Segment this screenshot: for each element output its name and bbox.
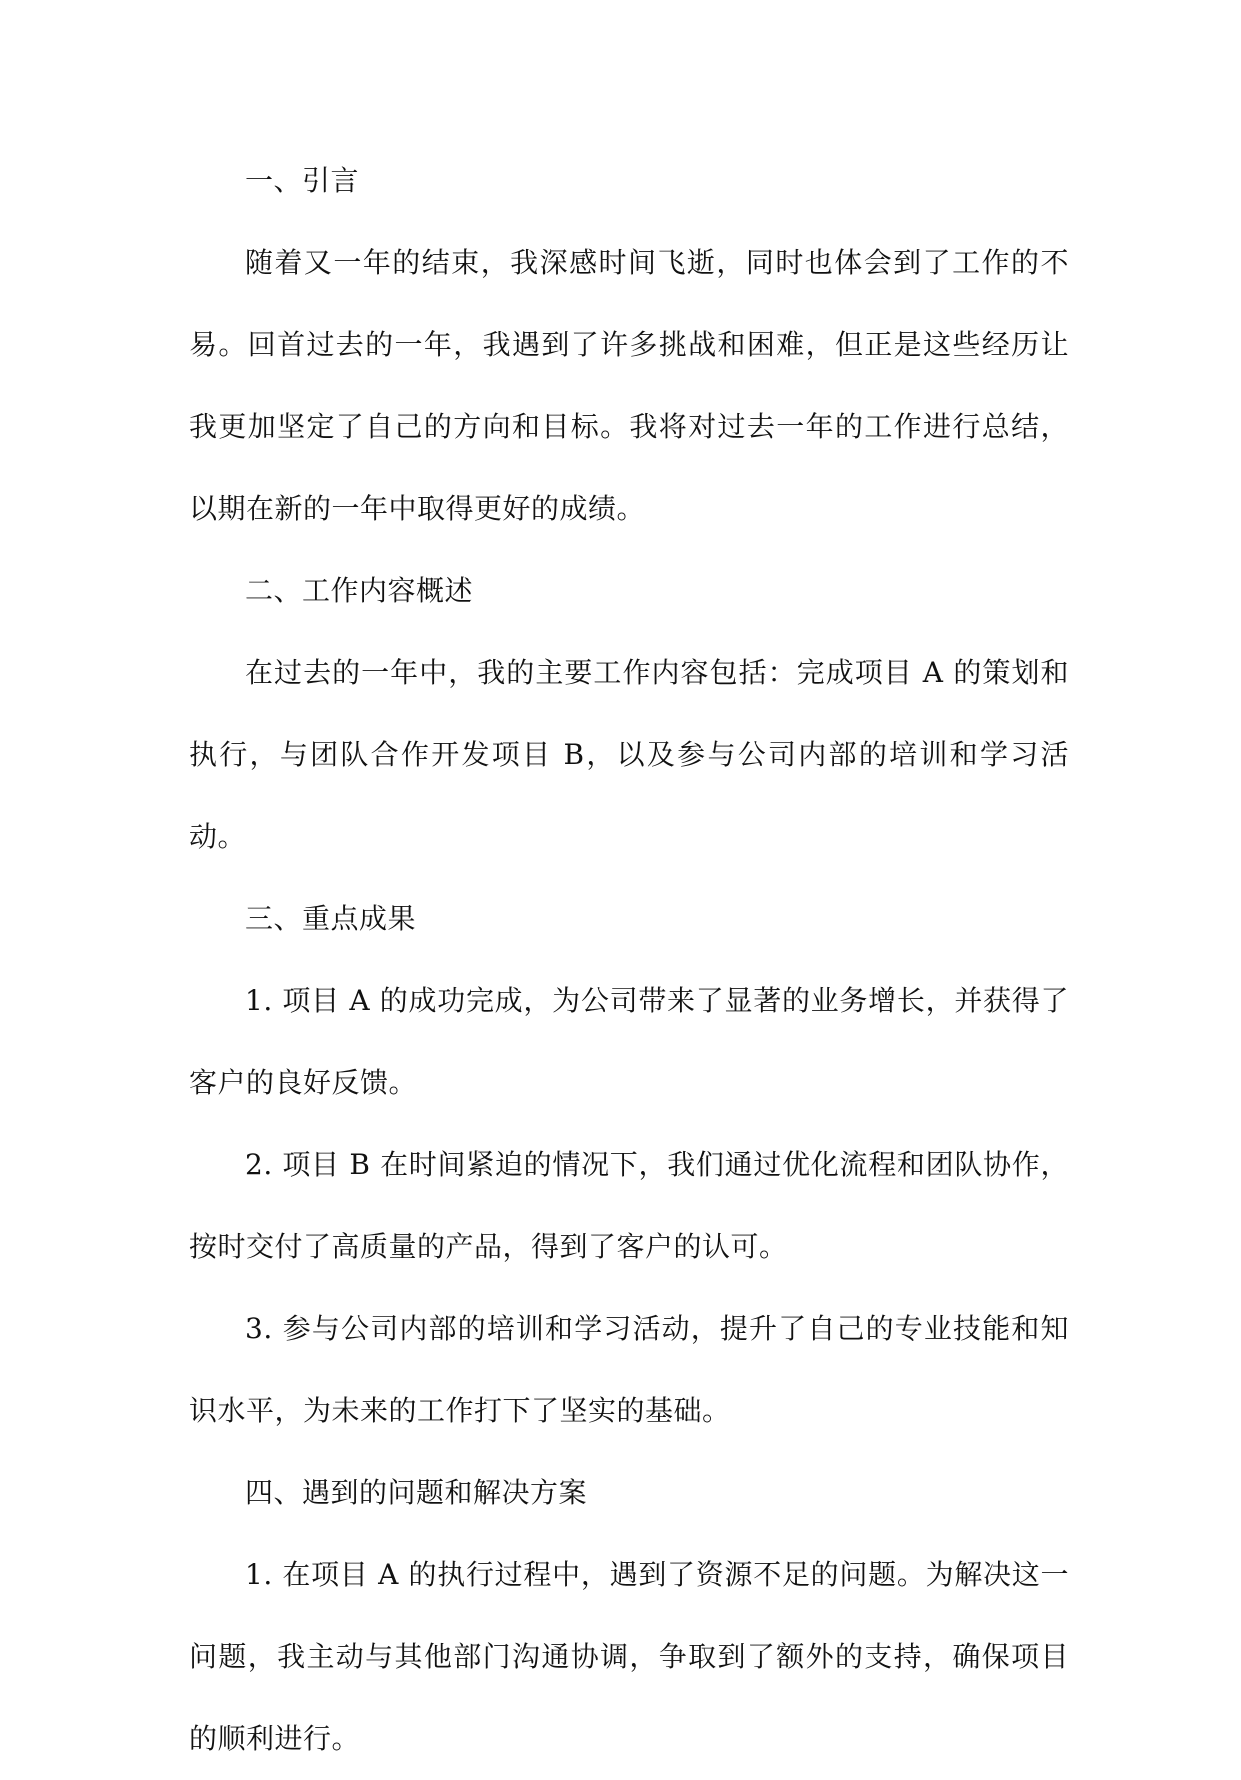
list-item-result-2: 2. 项目 B 在时间紧迫的情况下，我们通过优化流程和团队协作，按时交付了高质量的产品，得到了客户的认可。 [189,1148,1069,1263]
list-item-problem-1: 1. 在项目 A 的执行过程中，遇到了资源不足的问题。为解决这一问题，我主动与其他部门沟通协调，争取到了额外的支持，确保项目的顺利进行。 [189,1558,1069,1755]
list-item-result-1: 1. 项目 A 的成功完成，为公司带来了显著的业务增长，并获得了客户的良好反馈。 [189,984,1069,1099]
section-heading-key-results: 三、重点成果 [245,902,417,935]
section-heading-work-overview: 二、工作内容概述 [245,574,474,607]
paragraph-intro: 随着又一年的结束，我深感时间飞逝，同时也体会到了工作的不易。回首过去的一年，我遇到了许多挑战和困难，但正是这些经历让我更加坚定了自己的方向和目标。我将对过去一年的工作进行总结，以期在新的一年中取得更好的成绩。 [189,246,1069,525]
paragraph-work-overview: 在过去的一年中，我的主要工作内容包括：完成项目 A 的策划和执行，与团队合作开发项目 B，以及参与公司内部的培训和学习活动。 [189,656,1069,853]
list-item-result-3: 3. 参与公司内部的培训和学习活动，提升了自己的专业技能和知识水平，为未来的工作打下了坚实的基础。 [189,1312,1069,1427]
section-heading-problems: 四、遇到的问题和解决方案 [245,1476,588,1509]
document-body [189,140,1069,1780]
section-heading-intro: 一、引言 [245,164,360,197]
